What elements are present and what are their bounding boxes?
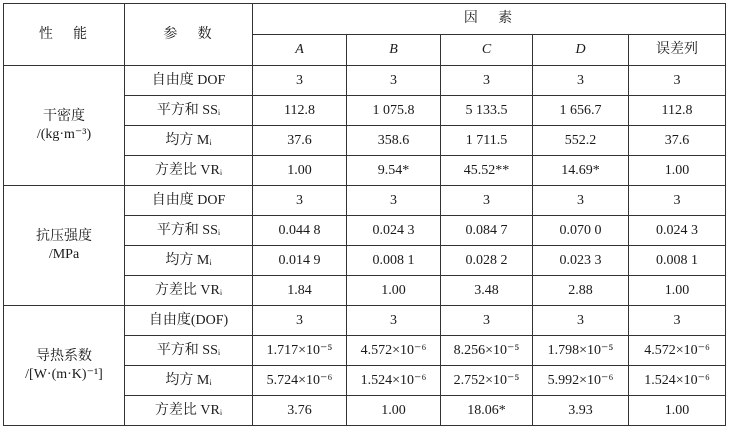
value-cell: 1 656.7 bbox=[533, 96, 629, 126]
value-cell: 1.00 bbox=[629, 396, 726, 426]
value-cell: 1.00 bbox=[347, 396, 441, 426]
group-label-main: 抗压强度 bbox=[36, 229, 92, 244]
value-cell: 1.00 bbox=[253, 156, 347, 186]
value-cell: 3.93 bbox=[533, 396, 629, 426]
header-col-b: B bbox=[347, 35, 441, 66]
value-cell: 1.00 bbox=[629, 276, 726, 306]
header-col-a: A bbox=[253, 35, 347, 66]
value-cell: 5.992×10⁻⁶ bbox=[533, 366, 629, 396]
value-cell: 0.024 3 bbox=[629, 216, 726, 246]
header-property: 性 能 bbox=[4, 4, 125, 66]
param-cell: 均方 Mᵢ bbox=[125, 366, 253, 396]
param-cell: 方差比 VRᵢ bbox=[125, 276, 253, 306]
value-cell: 4.572×10⁻⁶ bbox=[629, 336, 726, 366]
value-cell: 3 bbox=[533, 66, 629, 96]
param-cell: 均方 Mᵢ bbox=[125, 126, 253, 156]
value-cell: 3 bbox=[253, 186, 347, 216]
param-cell: 方差比 VRᵢ bbox=[125, 396, 253, 426]
param-cell: 均方 Mᵢ bbox=[125, 246, 253, 276]
value-cell: 0.070 0 bbox=[533, 216, 629, 246]
value-cell: 3.48 bbox=[441, 276, 533, 306]
value-cell: 0.008 1 bbox=[347, 246, 441, 276]
value-cell: 45.52** bbox=[441, 156, 533, 186]
value-cell: 3 bbox=[629, 306, 726, 336]
value-cell: 3 bbox=[533, 186, 629, 216]
value-cell: 1.524×10⁻⁶ bbox=[347, 366, 441, 396]
value-cell: 3 bbox=[347, 306, 441, 336]
value-cell: 3 bbox=[629, 66, 726, 96]
header-col-error: 误差列 bbox=[629, 35, 726, 66]
value-cell: 1.84 bbox=[253, 276, 347, 306]
value-cell: 1.524×10⁻⁶ bbox=[629, 366, 726, 396]
value-cell: 3 bbox=[347, 186, 441, 216]
value-cell: 3 bbox=[347, 66, 441, 96]
value-cell: 0.084 7 bbox=[441, 216, 533, 246]
value-cell: 3 bbox=[533, 306, 629, 336]
value-cell: 1.717×10⁻⁵ bbox=[253, 336, 347, 366]
value-cell: 8.256×10⁻⁵ bbox=[441, 336, 533, 366]
header-col-c: C bbox=[441, 35, 533, 66]
header-parameter: 参 数 bbox=[125, 4, 253, 66]
param-cell: 平方和 SSᵢ bbox=[125, 336, 253, 366]
param-cell: 自由度(DOF) bbox=[125, 306, 253, 336]
value-cell: 112.8 bbox=[629, 96, 726, 126]
group-label-unit: /[W·(m·K)⁻¹] bbox=[25, 366, 103, 382]
group-label-compressive-strength bbox=[4, 186, 125, 306]
group-label-main: 干密度 bbox=[43, 109, 85, 124]
group-label-unit: /MPa bbox=[48, 246, 80, 262]
param-cell: 自由度 DOF bbox=[125, 186, 253, 216]
value-cell: 0.044 8 bbox=[253, 216, 347, 246]
group-label-main: 导热系数 bbox=[36, 349, 92, 364]
param-cell: 平方和 SSᵢ bbox=[125, 216, 253, 246]
table-row bbox=[4, 186, 726, 216]
value-cell: 2.88 bbox=[533, 276, 629, 306]
value-cell: 0.028 2 bbox=[441, 246, 533, 276]
value-cell: 358.6 bbox=[347, 126, 441, 156]
value-cell: 37.6 bbox=[629, 126, 726, 156]
value-cell: 5 133.5 bbox=[441, 96, 533, 126]
value-cell: 3 bbox=[253, 306, 347, 336]
group-label-dry-density bbox=[4, 66, 125, 186]
value-cell: 3 bbox=[253, 66, 347, 96]
value-cell: 0.008 1 bbox=[629, 246, 726, 276]
table-row bbox=[4, 66, 726, 96]
value-cell: 552.2 bbox=[533, 126, 629, 156]
value-cell: 18.06* bbox=[441, 396, 533, 426]
group-label-thermal-conductivity bbox=[4, 306, 125, 426]
value-cell: 1.00 bbox=[629, 156, 726, 186]
value-cell: 3 bbox=[441, 186, 533, 216]
value-cell: 1.00 bbox=[347, 276, 441, 306]
group-label-unit: /(kg·m⁻³) bbox=[36, 126, 92, 142]
param-cell: 自由度 DOF bbox=[125, 66, 253, 96]
value-cell: 1.798×10⁻⁵ bbox=[533, 336, 629, 366]
value-cell: 2.752×10⁻⁵ bbox=[441, 366, 533, 396]
anova-table bbox=[3, 3, 726, 426]
value-cell: 14.69* bbox=[533, 156, 629, 186]
value-cell: 3 bbox=[629, 186, 726, 216]
param-cell: 方差比 VRᵢ bbox=[125, 156, 253, 186]
value-cell: 4.572×10⁻⁶ bbox=[347, 336, 441, 366]
value-cell: 112.8 bbox=[253, 96, 347, 126]
value-cell: 3 bbox=[441, 306, 533, 336]
value-cell: 1 075.8 bbox=[347, 96, 441, 126]
value-cell: 0.014 9 bbox=[253, 246, 347, 276]
value-cell: 37.6 bbox=[253, 126, 347, 156]
value-cell: 0.023 3 bbox=[533, 246, 629, 276]
value-cell: 3.76 bbox=[253, 396, 347, 426]
param-cell: 平方和 SSᵢ bbox=[125, 96, 253, 126]
value-cell: 9.54* bbox=[347, 156, 441, 186]
value-cell: 3 bbox=[441, 66, 533, 96]
value-cell: 0.024 3 bbox=[347, 216, 441, 246]
header-col-d: D bbox=[533, 35, 629, 66]
value-cell: 5.724×10⁻⁶ bbox=[253, 366, 347, 396]
header-factor: 因 素 bbox=[253, 4, 726, 35]
table-row bbox=[4, 306, 726, 336]
value-cell: 1 711.5 bbox=[441, 126, 533, 156]
